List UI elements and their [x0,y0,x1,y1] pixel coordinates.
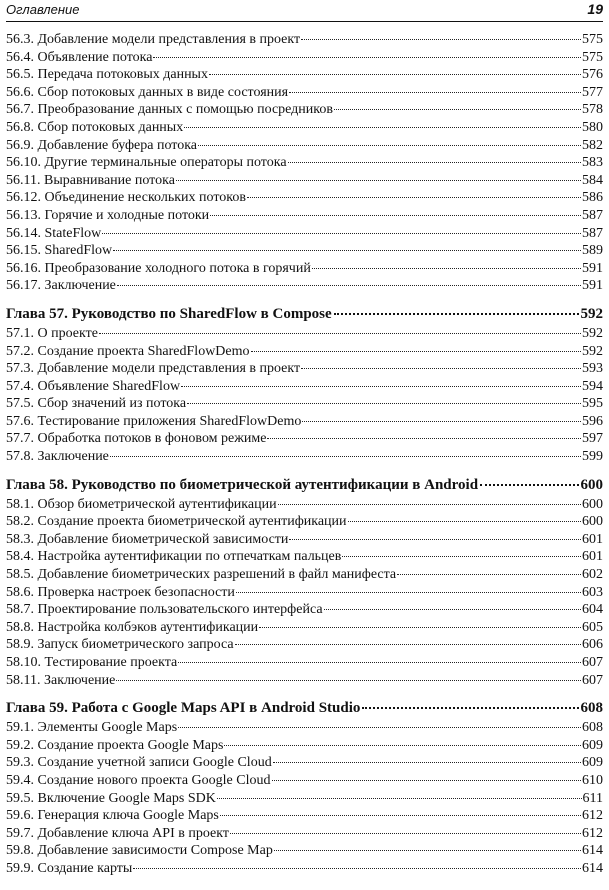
entry-title: 58.4. Настройка аутентификации по отпечаткам пальцев [6,549,342,565]
entry-title: 58.8. Настройка колбэков аутентификации [6,619,259,635]
toc-entry[interactable] [6,584,603,602]
entry-page-number: 593 [582,361,603,377]
dot-leader [302,420,581,422]
dot-leader [362,707,578,709]
dot-leader [210,214,581,216]
dot-leader [324,608,581,610]
toc-entry[interactable] [6,260,603,278]
entry-title: 58.6. Проверка настроек безопасности [6,584,235,600]
toc-entry[interactable] [6,413,603,431]
entry-title: 58.7. Проектирование пользовательского интерфейса [6,602,323,618]
entry-title: 59.6. Генерация ключа Google Maps [6,808,219,824]
entry-page-number: 583 [582,155,603,171]
dot-leader [312,267,581,269]
toc-chapter-heading[interactable] [6,698,603,719]
toc-entry[interactable] [6,513,603,531]
dot-leader [247,196,581,198]
entry-title: 57.6. Тестирование приложения SharedFlowDemo [6,413,302,429]
entry-title: 57.7. Обработка потоков в фоновом режиме [6,431,267,447]
dot-leader [235,643,581,645]
dot-leader [110,455,581,457]
entry-page-number: 607 [582,672,603,688]
entry-page-number: 575 [582,49,603,65]
dot-leader [230,832,581,834]
entry-title: 56.17. Заключение [6,278,116,294]
toc-entry[interactable] [6,277,603,295]
dot-leader [267,437,581,439]
entry-page-number: 608 [582,720,603,736]
entry-title: 57.8. Заключение [6,449,109,465]
toc-entry[interactable] [6,360,603,378]
toc-entry[interactable] [6,242,603,260]
entry-title: 59.5. Включение Google Maps SDK [6,790,216,806]
entry-page-number: 576 [582,67,603,83]
toc-entry[interactable] [6,807,603,825]
entry-page-number: 614 [582,843,603,859]
dot-leader [181,385,581,387]
dot-leader [217,797,582,799]
entry-title: 58.2. Создание проекта биометрической аутентификации [6,514,347,530]
entry-page-number: 603 [582,584,603,600]
toc-entry[interactable] [6,790,603,808]
toc-entry[interactable] [6,531,603,549]
toc-entry[interactable] [6,172,603,190]
entry-title: 58.3. Добавление биометрической зависимости [6,531,289,547]
entry-page-number: 591 [582,260,603,276]
dot-leader [289,538,581,540]
entry-title: 56.16. Преобразование холодного потока в горячий [6,260,311,276]
entry-page-number: 589 [582,243,603,259]
dot-leader [178,661,581,663]
dot-leader [236,591,581,593]
toc-entry[interactable] [6,754,603,772]
toc-entry[interactable] [6,31,603,49]
entry-title: 57.4. Объявление SharedFlow [6,378,181,394]
chapter-title: Глава 58. Руководство по биометрической аутентификации в Android [6,476,479,493]
running-header-title: Оглавление [6,2,80,17]
toc-entry[interactable] [6,84,603,102]
toc-entry[interactable] [6,672,603,690]
chapter-page-number: 600 [580,476,603,493]
chapter-page-number: 592 [580,305,603,322]
entry-title: 56.15. SharedFlow [6,243,113,259]
dot-leader [224,744,581,746]
entry-page-number: 611 [582,790,603,806]
dot-leader [397,573,581,575]
entry-page-number: 595 [582,396,603,412]
entry-page-number: 596 [582,413,603,429]
toc-chapter-heading[interactable] [6,304,603,325]
toc-entry[interactable] [6,101,603,119]
entry-page-number: 607 [582,655,603,670]
toc-entry[interactable] [6,119,603,137]
toc-entry[interactable] [6,842,603,860]
entry-page-number: 612 [582,808,603,824]
entry-title: 59.2. Создание проекта Google Maps [6,737,224,753]
toc-entry[interactable] [6,619,603,637]
entry-page-number: 591 [582,278,603,294]
dot-leader [334,108,581,110]
entry-title: 57.2. Создание проекта SharedFlowDemo [6,343,250,359]
entry-title: 58.9. Запуск биометрического запроса [6,637,234,653]
entry-title: 56.9. Добавление буфера потока [6,137,197,153]
dot-leader [184,126,581,128]
entry-page-number: 586 [582,190,603,206]
dot-leader [153,56,581,58]
entry-page-number: 584 [582,172,603,188]
toc-entry[interactable] [6,430,603,448]
entry-page-number: 600 [582,514,603,530]
dot-leader [348,520,581,522]
toc-entry[interactable] [6,772,603,790]
entry-page-number: 575 [582,32,603,47]
toc-entry[interactable] [6,189,603,207]
table-of-contents [6,31,603,878]
entry-title: 59.1. Элементы Google Maps [6,720,178,736]
entry-title: 57.3. Добавление модели представления в проект [6,361,301,377]
toc-entry[interactable] [6,378,603,396]
toc-entry[interactable] [6,601,603,619]
toc-entry[interactable] [6,66,603,84]
dot-leader [480,484,578,486]
toc-entry[interactable] [6,737,603,755]
dot-leader [99,332,581,334]
entry-title: 59.7. Добавление ключа API в проект [6,825,229,841]
entry-title: 56.3. Добавление модели представления в проект [6,32,301,47]
dot-leader [220,814,581,816]
entry-page-number: 605 [582,619,603,635]
entry-title: 56.12. Объединение нескольких потоков [6,190,246,206]
entry-title: 56.14. StateFlow [6,225,102,241]
dot-leader [209,73,581,75]
entry-page-number: 600 [582,496,603,512]
entry-page-number: 582 [582,137,603,153]
dot-leader [116,679,581,681]
toc-entry[interactable] [6,448,603,466]
entry-title: 56.6. Сбор потоковых данных в виде состояния [6,84,289,100]
entry-title: 59.4. Создание нового проекта Google Cloud [6,772,271,788]
entry-title: 59.9. Создание карты [6,860,133,876]
entry-page-number: 578 [582,102,603,118]
dot-leader [198,144,581,146]
dot-leader [272,779,582,781]
toc-entry[interactable] [6,343,603,361]
toc-entry[interactable] [6,548,603,566]
toc-entry[interactable] [6,225,603,243]
page-number: 19 [587,1,603,17]
entry-page-number: 592 [582,325,603,341]
entry-page-number: 612 [582,825,603,841]
toc-entry[interactable] [6,137,603,155]
toc-entry[interactable] [6,395,603,413]
toc-entry[interactable] [6,154,603,172]
toc-entry[interactable] [6,207,603,225]
dot-leader [113,249,581,251]
dot-leader [342,555,581,557]
toc-entry[interactable] [6,860,603,878]
entry-title: 57.1. О проекте [6,325,98,341]
dot-leader [259,626,581,628]
entry-page-number: 587 [582,225,603,241]
dot-leader [117,284,581,286]
dot-leader [274,849,581,851]
toc-entry[interactable] [6,325,603,343]
chapter-page-number: 608 [580,700,603,717]
toc-entry[interactable] [6,566,603,584]
toc-entry[interactable] [6,719,603,737]
entry-title: 56.7. Преобразование данных с помощью посредников [6,102,333,118]
dot-leader [178,726,581,728]
entry-title: 59.8. Добавление зависимости Compose Map [6,843,273,859]
dot-leader [273,761,581,763]
entry-title: 58.1. Обзор биометрической аутентификации [6,496,277,512]
entry-page-number: 592 [582,343,603,359]
entry-title: 56.13. Горячие и холодные потоки [6,207,210,223]
entry-title: 56.10. Другие терминальные операторы потока [6,155,287,171]
entry-page-number: 610 [582,772,603,788]
dot-leader [102,232,581,234]
dot-leader [176,179,581,181]
dot-leader [301,38,581,40]
entry-page-number: 601 [582,531,603,547]
entry-page-number: 609 [582,755,603,771]
entry-page-number: 599 [582,449,603,465]
dot-leader [251,350,581,352]
toc-entry[interactable] [6,496,603,514]
dot-leader [301,367,581,369]
dot-leader [334,313,579,315]
entry-page-number: 594 [582,378,603,394]
dot-leader [133,867,581,869]
entry-page-number: 580 [582,119,603,135]
entry-title: 56.4. Объявление потока [6,49,153,65]
entry-page-number: 587 [582,207,603,223]
entry-title: 58.11. Заключение [6,672,116,688]
entry-page-number: 597 [582,431,603,447]
toc-entry[interactable] [6,654,603,672]
entry-title: 56.8. Сбор потоковых данных [6,119,184,135]
entry-page-number: 577 [582,84,603,100]
entry-title: 56.11. Выравнивание потока [6,172,175,188]
dot-leader [278,503,581,505]
dot-leader [187,402,581,404]
entry-title: 58.5. Добавление биометрических разрешений в файл манифеста [6,567,397,583]
entry-title: 59.3. Создание учетной записи Google Cloud [6,755,272,771]
entry-page-number: 602 [582,567,603,583]
entry-title: 57.5. Сбор значений из потока [6,396,187,412]
entry-page-number: 604 [582,602,603,618]
entry-page-number: 609 [582,737,603,753]
dot-leader [288,161,581,163]
entry-title: 56.5. Передача потоковых данных [6,67,208,83]
toc-entry[interactable] [6,825,603,843]
chapter-title: Глава 59. Работа с Google Maps API в Android Studio [6,700,361,717]
toc-chapter-heading[interactable] [6,475,603,496]
page-header [6,0,603,22]
toc-entry[interactable] [6,49,603,67]
entry-page-number: 606 [582,637,603,653]
entry-page-number: 614 [582,860,603,876]
entry-title: 58.10. Тестирование проекта [6,655,178,670]
dot-leader [289,91,581,93]
toc-entry[interactable] [6,636,603,654]
chapter-title: Глава 57. Руководство по SharedFlow в Compose [6,305,332,322]
entry-page-number: 601 [582,549,603,565]
